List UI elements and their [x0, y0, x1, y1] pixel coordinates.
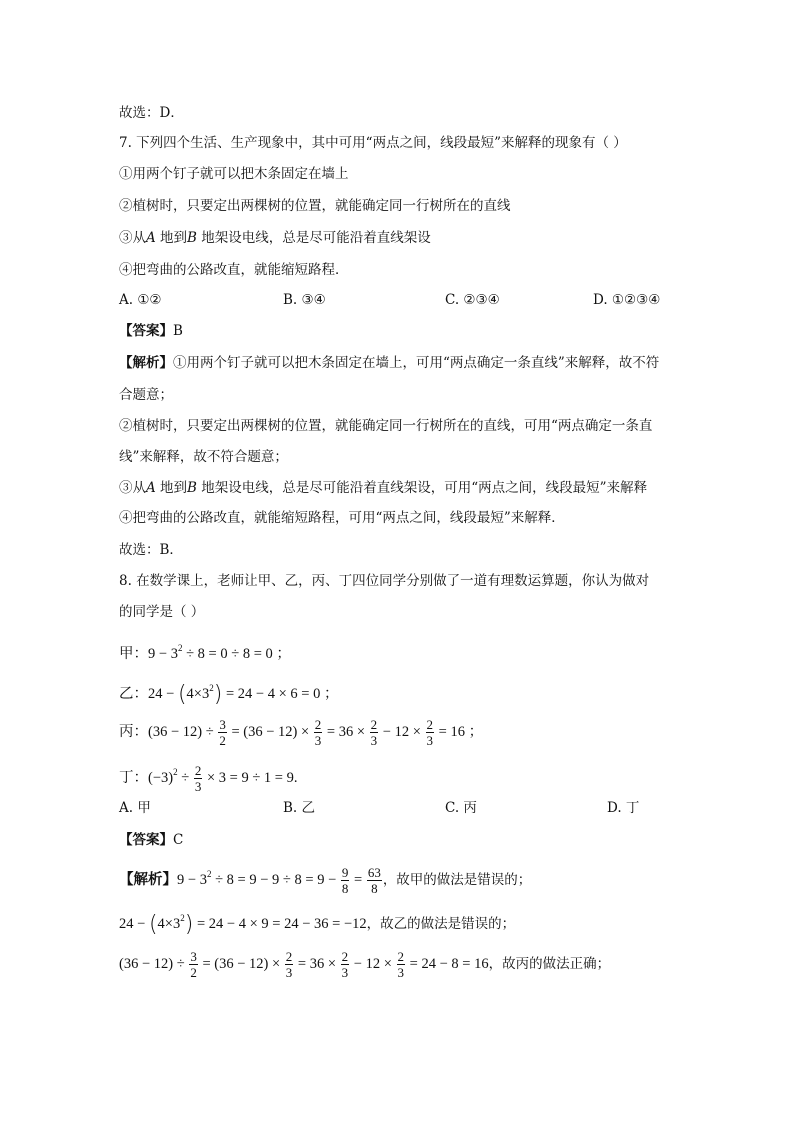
math-num: 24: [421, 955, 436, 972]
math-num: 9: [317, 872, 325, 888]
math-num: 4: [157, 916, 165, 932]
math-num: 36: [309, 955, 325, 972]
math-num: 36: [152, 723, 168, 740]
label-yi: 乙：: [119, 686, 148, 702]
math-num: 0: [313, 686, 321, 702]
q8-option-b: B. 乙: [283, 800, 316, 816]
q8-ding-expression: 丁：$(-3)^2$ ÷ $\frac{2}{3}$ × 3 = 9 ÷ 1 = 9.: [119, 763, 298, 795]
math-num: 12: [249, 955, 264, 972]
math-num: 24: [237, 686, 253, 702]
analysis-5-end: 地架设电线，总是尽可能沿着直线架设，可用“两点之间，线段最短”来解释: [201, 480, 648, 496]
analysis-5-mid: 地到: [160, 480, 188, 496]
answer-label: 【答案】: [119, 323, 173, 339]
q7-option-a: A. ①②: [119, 292, 162, 308]
math-num: 8: [294, 872, 302, 888]
point-a: A: [146, 230, 156, 246]
analysis-label: 【解析】: [119, 355, 173, 371]
math-num: 8: [242, 646, 251, 662]
math-exp: 2: [177, 643, 183, 653]
q8-option-c: C. 丙: [445, 800, 477, 816]
q8-option-a: A. 甲: [119, 800, 151, 816]
q7-item-3-mid: 地到: [160, 230, 188, 246]
q7-item-3: [119, 228, 431, 248]
math-num: 16: [474, 955, 489, 972]
analysis-label: 【解析】: [119, 872, 177, 888]
math-num: 12: [182, 723, 198, 740]
q8-answer: [119, 830, 183, 850]
math-num: 4: [186, 686, 194, 702]
q7-item-2: ②植树时，只要定出两棵树的位置，就能确定同一行树所在的直线: [119, 198, 511, 214]
math-num: 24: [284, 916, 299, 932]
point-b: B: [187, 480, 197, 496]
math-num: 24: [148, 686, 163, 702]
analysis-3-tail: ，故丙的做法正确；: [488, 955, 611, 972]
math-num: 36: [248, 723, 263, 740]
math-num: 9: [286, 770, 294, 786]
math-num: 4: [238, 916, 246, 932]
q7-option-b: B. ③④: [283, 292, 326, 308]
q8-jia-expression: 甲：$9 - 3^2 \div 8 = 0 \div 8 = 0$ ；: [119, 643, 291, 662]
q7-item-3-end: 地架设电线，总是尽可能沿着直线架设: [201, 230, 431, 246]
fraction: $\frac{3}{2}$: [219, 717, 226, 748]
point-a: A: [146, 480, 156, 496]
fraction: $\frac{2}{3}$: [397, 949, 405, 980]
math-num: 3: [161, 770, 169, 786]
math-num: 12: [365, 955, 381, 972]
fraction: $\frac{2}{3}$: [194, 763, 202, 795]
q8-analysis-2: $24 - (4\times 3^2) = 24 - 4 \times 9 = 24 - 36 = -12$，故乙的做法是错误的；: [119, 912, 516, 937]
fraction: $\frac{2}{3}$: [285, 949, 293, 980]
math-exp: 2: [173, 767, 178, 777]
math-num: 9: [148, 646, 156, 662]
math-num: 3: [218, 770, 227, 786]
math-exp: 2: [209, 683, 214, 693]
q8-option-d: D. 丁: [607, 800, 640, 816]
q7-conclusion: 故选：B．: [119, 542, 183, 558]
q7-analysis-4: 线”来解释，故不符合题意；: [119, 449, 288, 465]
q7-stem: 7. 下列四个生活、生产现象中，其中可用“两点之间，线段最短”来解释的现象有（ ）: [119, 135, 627, 151]
fraction: $\frac{2}{3}$: [314, 717, 322, 748]
fraction: $\frac{9}{8}$: [341, 865, 349, 897]
answer-label: 【答案】: [119, 832, 173, 848]
fraction: $\frac{2}{3}$: [370, 717, 378, 748]
q7-option-d: D. ①②③④: [593, 292, 661, 308]
q8-stem-2: 的同学是（ ）: [119, 604, 205, 620]
fraction: $\frac{63}{8}$: [367, 865, 381, 897]
math-num: 3: [170, 646, 178, 662]
math-num: 0: [220, 646, 228, 662]
math-num: 1: [263, 770, 272, 786]
math-num: 8: [451, 955, 459, 972]
math-exp: 2: [180, 913, 185, 923]
prev-answer-line: 故选：D．: [119, 105, 184, 121]
math-num: 36: [219, 955, 234, 972]
q7-analysis-1: [119, 353, 659, 373]
label-bing: 丙：: [119, 723, 148, 740]
math-num: 12: [278, 723, 293, 740]
math-num: 36: [338, 723, 354, 740]
answer-value: C: [173, 832, 184, 848]
math-num: 12: [394, 723, 410, 740]
analysis-text: ①用两个钉子就可以把木条固定在墙上，可用“两点确定一条直线”来解释，故不符: [173, 355, 660, 371]
point-b: B: [187, 230, 197, 246]
math-num: 3: [172, 916, 181, 932]
math-exp: 2: [206, 869, 212, 879]
math-num: 6: [290, 686, 298, 702]
math-num: 16: [450, 723, 465, 740]
math-num: 4: [267, 686, 275, 702]
q8-analysis-1: 【解析】$9 - 3^2 \div 8 = 9 - 9 \div 8 = 9$ − $\frac{9}{8}$ = $\frac{63}{8}$ ，故甲的做法是错误的；: [119, 865, 532, 897]
math-num: 9: [249, 872, 257, 888]
math-num: 8: [197, 646, 205, 662]
math-num: 3: [199, 872, 207, 888]
q7-item-4: ④把弯曲的公路改直，就能缩短路程．: [119, 262, 349, 278]
q7-analysis-5: [119, 478, 647, 498]
q8-analysis-3: (36 − 12) ÷ $\frac{3}{2}$ = (36 − 12) × $\frac{2}{3}$ = 36 × $\frac{2}{3}$ − 12 × $\frac{2}{3}$ = 24 − 8 = 16，故丙的做法正确；: [119, 949, 611, 980]
label-jia: 甲：: [119, 646, 148, 662]
fraction: $\frac{2}{3}$: [426, 717, 434, 748]
q8-yi-expression: 乙：$24 - (4\times 3^2) = 24 - 4 \times 6 = 0$ ；: [119, 682, 339, 707]
math-num: 36: [123, 955, 139, 972]
q7-answer: [119, 321, 183, 341]
math-num: 0: [265, 646, 273, 662]
answer-value: B: [173, 323, 183, 339]
math-num: 12: [153, 955, 169, 972]
math-num: −12: [343, 916, 367, 932]
label-ding: 丁：: [119, 770, 148, 786]
q8-stem-1: 8. 在数学课上，老师让甲、乙，丙、丁四位同学分别做了一道有理数运算题，你认为做对: [119, 573, 650, 589]
q7-analysis-3: ②植树时，只要定出两棵树的位置，就能确定同一行树所在的直线，可用“两点确定一条直: [119, 418, 653, 434]
math-num: 3: [201, 686, 210, 702]
math-num: 24: [119, 916, 134, 932]
analysis-1-tail: ，故甲的做法是错误的；: [382, 872, 532, 888]
q8-bing-expression: 丙：(36 − 12) ÷ $\frac{3}{2}$ = (36 − 12) × $\frac{2}{3}$ = 36 × $\frac{2}{3}$ − 12 × $\frac{2}{3}$ = 16 ；: [119, 717, 484, 748]
q7-item-1: ①用两个钉子就可以把木条固定在墙上: [119, 166, 349, 182]
math-num: 9: [261, 916, 269, 932]
math-num: 9: [177, 872, 185, 888]
q7-analysis-6: ④把弯曲的公路改直，就能缩短路程，可用“两点之间，线段最短”来解释．: [119, 510, 565, 526]
math-num: 9: [241, 770, 249, 786]
analysis-2-tail: ，故乙的做法是错误的；: [366, 916, 516, 932]
math-num: 36: [314, 916, 329, 932]
q7-option-c: C. ②③④: [445, 292, 500, 308]
fraction: $\frac{3}{2}$: [190, 949, 197, 980]
math-num: 8: [226, 872, 234, 888]
analysis-5-start: ③从: [119, 480, 146, 496]
q7-analysis-2: 合题意；: [119, 387, 173, 403]
math-num: 24: [208, 916, 224, 932]
math-num: 9: [272, 872, 280, 888]
fraction: $\frac{2}{3}$: [341, 949, 349, 980]
q7-item-3-start: ③从: [119, 230, 146, 246]
